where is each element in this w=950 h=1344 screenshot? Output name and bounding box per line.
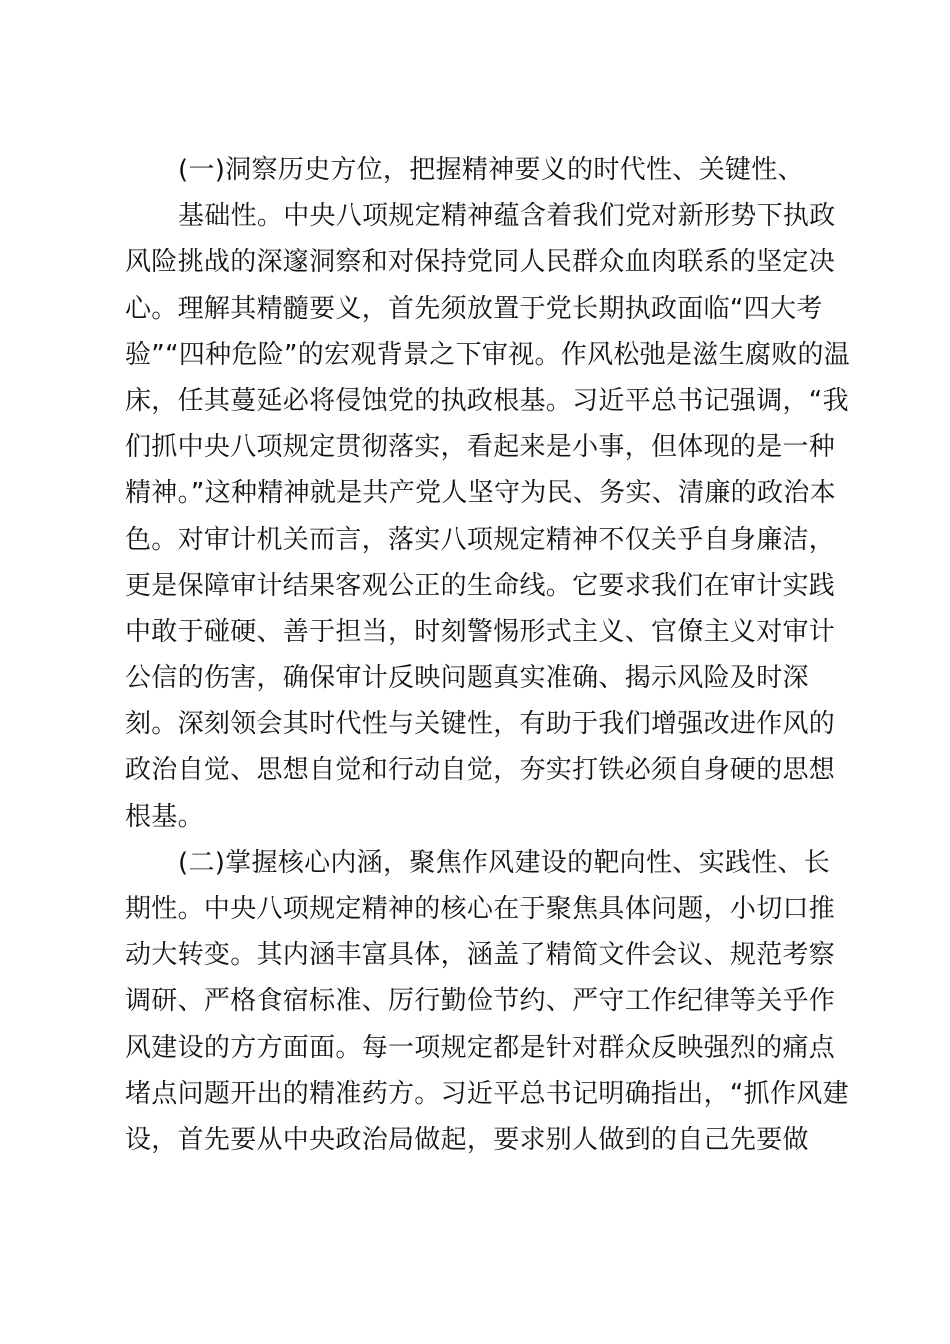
text-line: 色。对审计机关而言，落实八项规定精神不仅关乎自身廉洁， [125,524,836,555]
text-line: 心。理解其精髓要义，首先须放置于党长期执政面临“四大考 [125,293,823,324]
text-line: 堵点问题开出的精准药方。习近平总书记明确指出，“抓作风建 [125,1078,849,1109]
text-line: 验”“四种危险”的宏观背景之下审视。作风松弛是滋生腐败的温 [125,339,851,370]
text-line: 期性。中央八项规定精神的核心在于聚焦具体问题，小切口推 [125,894,836,924]
heading-line-1: (一)洞察历史方位，把握精神要义的时代性、关键性、 [178,155,804,185]
text-line: 公信的伤害，确保审计反映问题真实准确、揭示风险及时深 [125,663,809,694]
text-line: 床，任其蔓延必将侵蚀党的执政根基。习近平总书记强调，“我 [125,385,849,416]
text-line: 中敢于碰硬、善于担当，时刻警惕形式主义、官僚主义对审计 [125,616,836,647]
text-line: 动大转变。其内涵丰富具体，涵盖了精简文件会议、规范考察 [125,940,836,971]
text-line: 调研、严格食宿标准、厉行勤俭节约、严守工作纪律等关乎作 [125,986,836,1017]
text-line: 更是保障审计结果客观公正的生命线。它要求我们在审计实践 [125,570,836,601]
text-line: 们抓中央八项规定贯彻落实，看起来是小事，但体现的是一种 [125,432,836,463]
text-line: 风险挑战的深邃洞察和对保持党同人民群众血肉联系的坚定决 [125,247,836,278]
text-line: 基础性。中央八项规定精神蕴含着我们党对新形势下执政 [178,201,836,232]
text-line: 根基。 [125,801,204,832]
text-line: 精神。”这种精神就是共产党人坚守为民、务实、清廉的政治本 [125,478,836,509]
text-line: 设，首先要从中央政治局做起，要求别人做到的自己先要做 [125,1124,809,1155]
heading-line-2: (二)掌握核心内涵，聚焦作风建设的靶向性、实践性、长 [178,847,831,878]
text-line: 政治自觉、思想自觉和行动自觉，夯实打铁必须自身硬的思想 [125,755,836,786]
document-body [125,147,851,1163]
text-line: 风建设的方方面面。每一项规定都是针对群众反映强烈的痛点 [125,1032,836,1063]
text-line: 刻。深刻领会其时代性与关键性，有助于我们增强改进作风的 [125,709,836,740]
